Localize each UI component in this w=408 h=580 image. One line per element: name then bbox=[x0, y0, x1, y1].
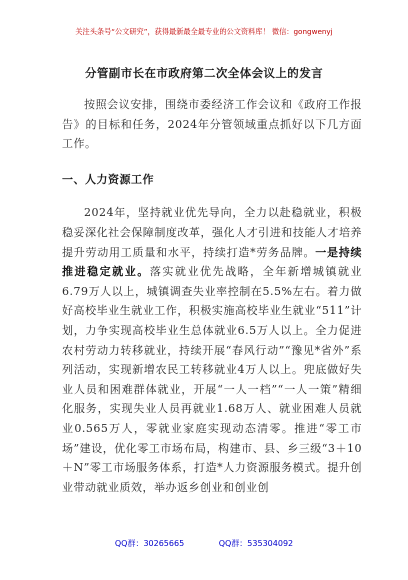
intro-paragraph: 按照会议安排，围绕市委经济工作会议和《政府工作报告》的目标和任务，2024年分管领域重点抓好以下几方面工作。 bbox=[62, 98, 362, 151]
document-title: 分管副市长在市政府第二次全体会议上的发言 bbox=[85, 66, 323, 80]
qq-group-1: QQ群：30265665 bbox=[114, 539, 185, 548]
qq-group-2: QQ群：535304092 bbox=[218, 539, 294, 548]
bold-lead: 一是持续推进稳定就业。 bbox=[62, 245, 362, 279]
document-body bbox=[62, 95, 362, 497]
section-heading: 一、人力资源工作 bbox=[62, 172, 154, 186]
paragraph-text-rest: 落实就业优先战略，全年新增城镇就业6.79万人以上，城镇调查失业率控制在5.5%左右。着力做好高校毕业生就业工作，积极实施高校毕业生就业“511”计划，力争实现高校毕业生总体就业6.5万人以上。全力促进农村劳动力转移就业，持续开展“春风行动”“豫见*省外”系列活动，实现新增农民工转移就业4万人以上。兜底做好失业人员和困难群体就业，开展“一人一档”“一人一策”精细化服务，实现失业人员再就业1.68万人、就业困难人员就业0.565万人，零就业家庭实现动态清零。推进“零工市场”建设，优化零工市场布局，构建市、县、乡三级“3＋10＋N”零工市场服务体系，打造*人力资源服务模式。提升创业带动就业质效，举办返乡创业和创业创 bbox=[62, 265, 363, 494]
footer-contacts bbox=[0, 538, 408, 549]
paragraph-text: 2024年，坚持就业优先导向，全力以赴稳就业，积极稳妥深化社会保障制度改革，强化人才引进和技能人才培养提升劳动用工质量和水平，持续打造*劳务品牌。 bbox=[62, 206, 362, 259]
top-banner: 关注头条号“公文研究”，获得最新最全最专业的公文资料库！ 微信：gongwenyj bbox=[75, 27, 333, 36]
section-paragraph bbox=[62, 203, 362, 497]
